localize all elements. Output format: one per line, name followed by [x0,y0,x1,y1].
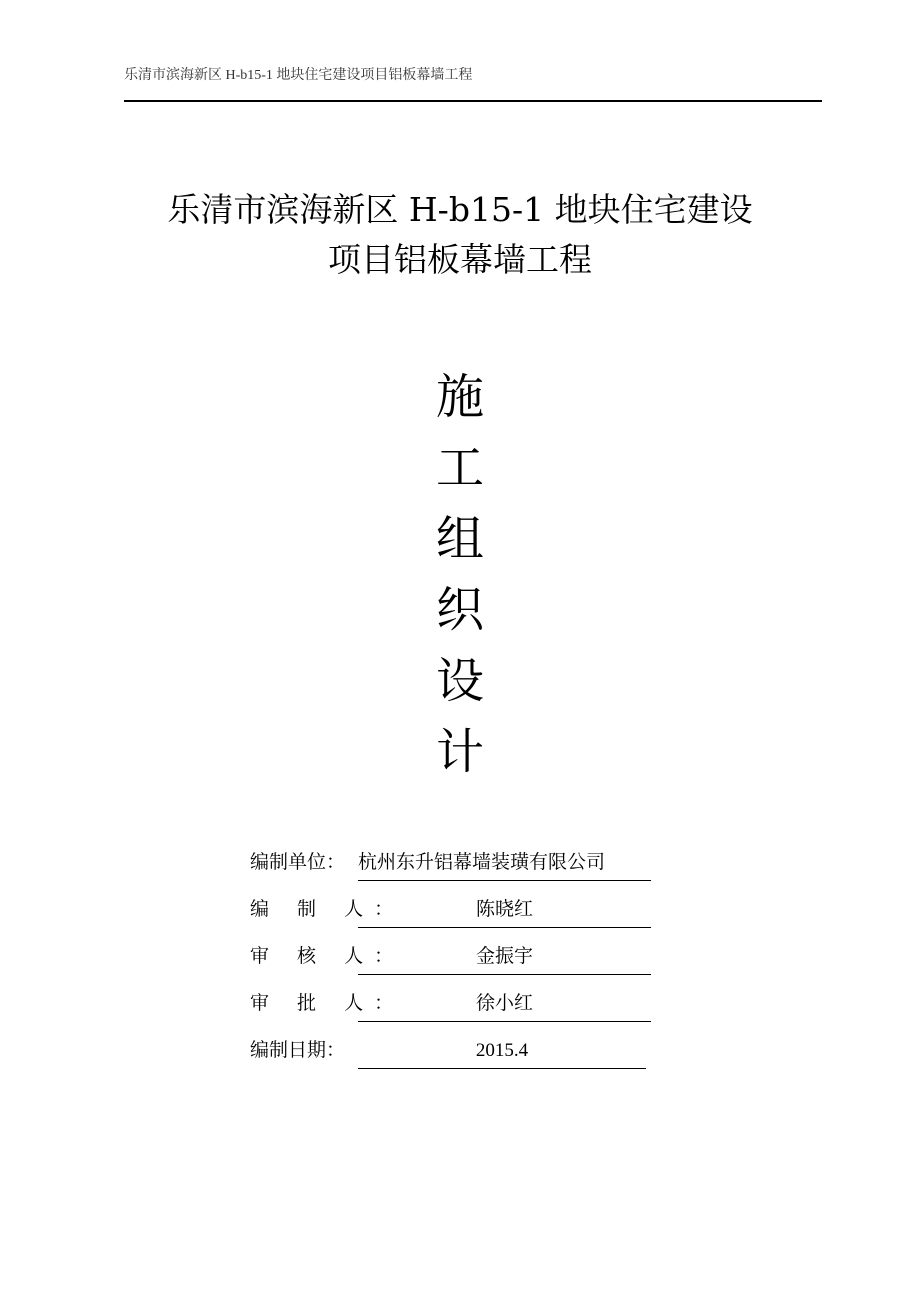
reviewer-value: 金振宇 [475,945,533,967]
approver-label: 审 批 人： [250,992,405,1014]
approver-value: 徐小红 [475,992,533,1014]
header-rule [124,100,822,102]
date-label: 编制日期： [250,1039,346,1061]
author-label: 编 制 人： [250,898,405,920]
document-type-char: 施 [435,369,484,425]
document-title-line-2: 项目铝板幕墙工程 [328,240,592,279]
reviewer-value-field [358,936,651,975]
document-type-char: 计 [435,724,484,780]
document-type-char: 工 [435,440,484,496]
date-value: 2015.4 [475,1040,529,1061]
date-value-field [358,1030,646,1069]
info-row-unit [250,842,670,889]
document-type-char: 设 [435,653,484,709]
author-value: 陈晓红 [475,898,533,920]
document-info-block [250,842,670,1077]
document-type-char: 织 [435,582,484,638]
reviewer-label: 审 核 人： [250,945,405,967]
document-type-char: 组 [435,511,484,567]
approver-value-field [358,983,651,1022]
info-row-date [250,1030,670,1077]
running-header: 乐清市滨海新区 H-b15-1 地块住宅建设项目铝板幕墙工程 [124,68,473,83]
document-title-line-1: 乐清市滨海新区 H-b15-1 地块住宅建设 [167,190,753,229]
unit-value-field [358,842,651,881]
info-row-author [250,889,670,936]
info-row-approver [250,983,670,1030]
document-type-vertical-title [400,362,520,788]
unit-label: 编制单位： [250,851,346,873]
unit-value: 杭州东升铝幕墙装璜有限公司 [358,851,606,873]
author-value-field [358,889,651,928]
info-row-reviewer [250,936,670,983]
